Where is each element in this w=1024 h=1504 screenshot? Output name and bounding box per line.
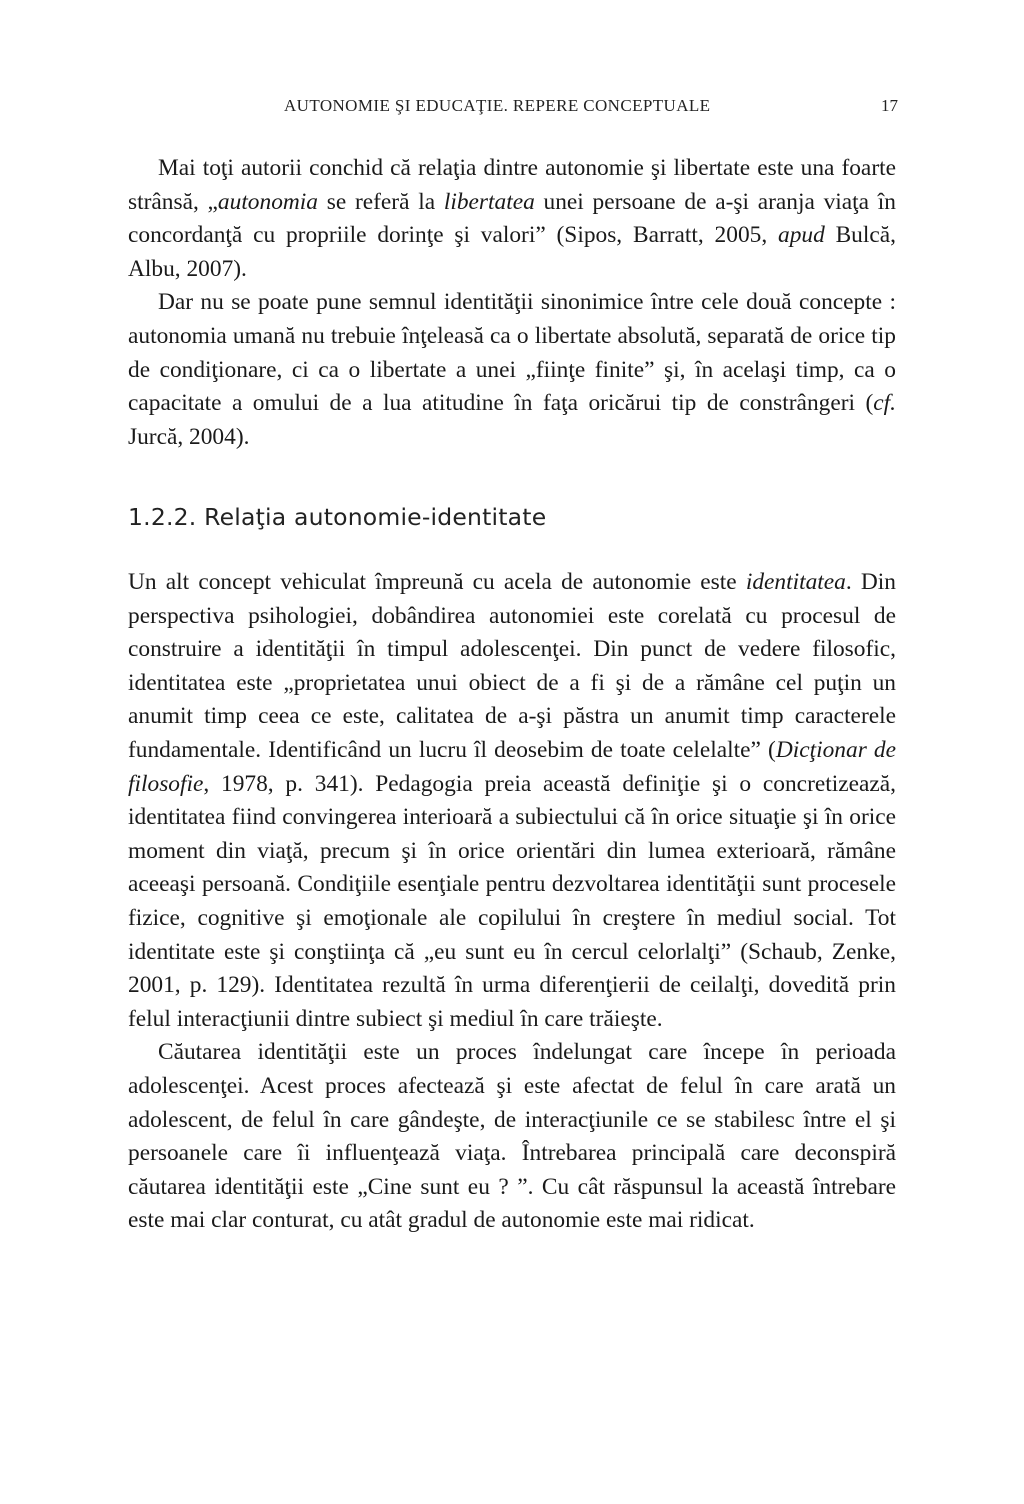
section-heading: 1.2.2. Relaţia autonomie-identitate [128, 503, 547, 531]
text-block-bottom [128, 566, 896, 1238]
paragraph-identity-search: Căutarea identităţii este un proces îndelungat care începe în perioada adolescenţei. Acest proces afectează şi este afectat de felul în care arată un adolescent, de felul în care gândeşte, de interacţiunile ce se stabilesc între el şi persoanele care îi influenţează viaţa. Întrebarea principală care deconspiră căutarea identităţii este „Cine sunt eu ? ”. Cu cât răspunsul la această întrebare este mai clar conturat, cu atât gradul de autonomie este mai ridicat. [128, 1039, 896, 1234]
running-header: AUTONOMIE ŞI EDUCAŢIE. REPERE CONCEPTUALE [284, 96, 711, 115]
paragraph-autonomy-freedom: Mai toţi autorii conchid că relaţia dintre autonomie şi libertate este una foarte strânsă, „autonomia se referă la libertatea unei persoane de a-şi aranja viaţa în concordanţă cu propriile dorinţe şi valori” (Sipos, Barratt, 2005, apud Bulcă, Albu, 2007). [128, 155, 896, 282]
paragraph-identity-concept: Un alt concept vehiculat împreună cu acela de autonomie este identitatea. Din perspectiva psihologiei, dobândirea autonomiei este corelată cu procesul de construire a identităţii în timpul adolescenţei. Din punct de vedere filosofic, identitatea este „proprietatea unui obiect de a fi şi de a rămâne cel puţin un anumit timp ceea ce este, calitatea de a-şi păstra un anumit timp caracterele fundamentale. Identificând un lucru îl deosebim de toate celelalte” (Dicţionar de filosofie, 1978, p. 341). Pedagogia preia această definiţie şi o concretizează, identitatea fiind convingerea interioară a subiectului că în orice situaţie şi în orice moment din viaţă, precum şi în orice orientări din lumea exterioară, rămâne aceeaşi persoană. Condiţiile esenţiale pentru dezvoltarea identităţii sunt procesele fizice, cognitive şi emoţionale ale copilului în creştere în mediul social. Tot identitate este şi conştiinţa că „eu sunt eu în cercul celorlalţi” (Schaub, Zenke, 2001, p. 129). Identitatea rezultă în urma diferenţierii de ceilalţi, dovedită prin felul interacţiunii dintre subiect şi mediul în care trăieşte. [128, 569, 896, 1032]
text-block-top [128, 152, 896, 454]
paragraph-synonymy: Dar nu se poate pune semnul identităţii sinonimice între cele două concepte : autonomia umană nu trebuie înţeleasă ca o libertate absolută, separată de orice tip de condiţionare, ci ca o libertate a unei „fiinţe finite” şi, în acelaşi timp, ca o capacitate a omului de a lua atitudine în faţa oricărui tip de constrângeri (cf. Jurcă, 2004). [128, 289, 896, 450]
page-number: 17 [881, 96, 898, 115]
